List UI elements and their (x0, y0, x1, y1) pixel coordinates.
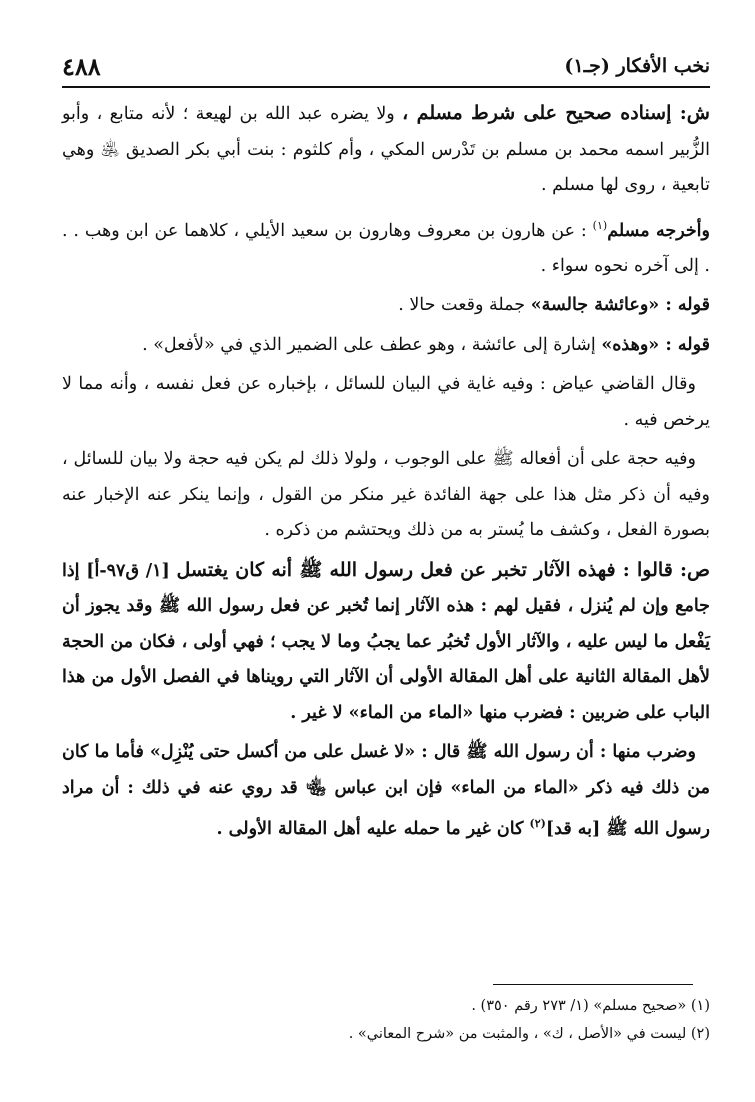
paragraph-text: ولا يضره عبد الله بن لهيعة ؛ لأنه متابع ، وأبو الزُّبير اسمه محمد بن مسلم بن تَدْرس المكي ، وأم كلثوم : بنت أبي بكر الصديق ﵁ وهي تابعية ، روى لها مسلم . (62, 104, 710, 195)
page-header (62, 46, 710, 88)
paragraph-lead: قوله : «وهذه» (601, 334, 710, 355)
paragraph-text: : عن هارون بن معروف وهارون بن سعيد الأيلي ، كلاهما عن ابن وهب . . . إلى آخره نحوه سواء . (62, 220, 710, 276)
paragraph (62, 367, 710, 438)
footnote-ref: (٢) (529, 817, 546, 831)
paragraph-lead: ش: إسناده صحيح على شرط مسلم ، (402, 102, 710, 124)
paragraph (62, 208, 710, 285)
paragraph-lead: قوله : «وعائشة جالسة» (530, 295, 710, 316)
paragraph-text: وقال القاضي عياض : وفيه غاية في البيان للسائل ، بإخباره عن فعل نفسه ، وأنه مما لا يرخص فيه . (62, 374, 710, 430)
footnote-ref: (١) (592, 218, 608, 232)
page-number: ٤٨٨ (62, 51, 101, 81)
main-text (62, 96, 710, 852)
paragraph-text: وفيه حجة على أن أفعاله ﷺ على الوجوب ، ولولا ذلك لم يكن فيه حجة ولا بيان للسائل ، وفيه أن ذكر مثل هذا على جهة الفائدة غير منكر من القول ، وإنما ينكر عنه الإخبار عنه بصورة الفعل ، وكشف ما يُستر به من ذلك ويحتشم من ذكره . (62, 449, 710, 541)
paragraph (62, 328, 710, 364)
paragraph (62, 288, 710, 324)
paragraph (62, 735, 710, 847)
paragraph-text: وضرب منها : أن رسول الله ﷺ قال : «لا غسل على من أكسل حتى يُنْزِل» فأما ما كان من ذلك فيه ذكر «الماء من الماء» فإن ابن عباس ﵄ قد روي عنه في ذلك : أن مراد رسول الله ﷺ [به قد] (62, 742, 710, 840)
paragraph-text: إشارة إلى عائشة ، وهو عطف على الضمير الذي في «لأفعل» . (142, 334, 602, 355)
footnote: (١) «صحيح مسلم» (١/ ٢٧٣ رقم ٣٥٠) . (471, 998, 710, 1014)
paragraph (62, 442, 710, 549)
paragraph (62, 96, 710, 204)
paragraph-text: [١/ ق٩٧-أ] إذا جامع وإن لم يُنزل ، فقيل لهم : هذه الآثار إنما تُخبر عن فعل رسول الله ﷺ وقد يجوز أن يَفْعل ما ليس عليه ، والآثار الأول تُخبُر عما يجبُ وما لا يجب ؛ فهي أولى ، فكان من الحجة لأهل المقالة الثانية على أهل المقالة الأولى أن الآثار التي رويناها في الفصل الأول من هذا الباب على ضربين : فضرب منها «الماء من الماء» لا غير . (62, 560, 710, 723)
paragraph (62, 553, 710, 732)
footnote-divider (493, 984, 693, 985)
footnote: (٢) ليست في «الأصل ، ك» ، والمثبت من «شرح المعاني» . (348, 1026, 710, 1042)
footnotes (62, 992, 710, 1048)
paragraph-lead: ص: قالوا : فهذه الآثار تخبر عن فعل رسول الله ﷺ أنه كان يغتسل (176, 558, 711, 581)
running-title: نخب الأفكار (جـ١) (564, 55, 710, 77)
paragraph-text: كان غير ما حمله عليه أهل المقالة الأولى . (216, 819, 530, 840)
paragraph-lead: وأخرجه مسلم (607, 220, 710, 241)
paragraph-text: جملة وقعت حالا . (398, 295, 531, 316)
